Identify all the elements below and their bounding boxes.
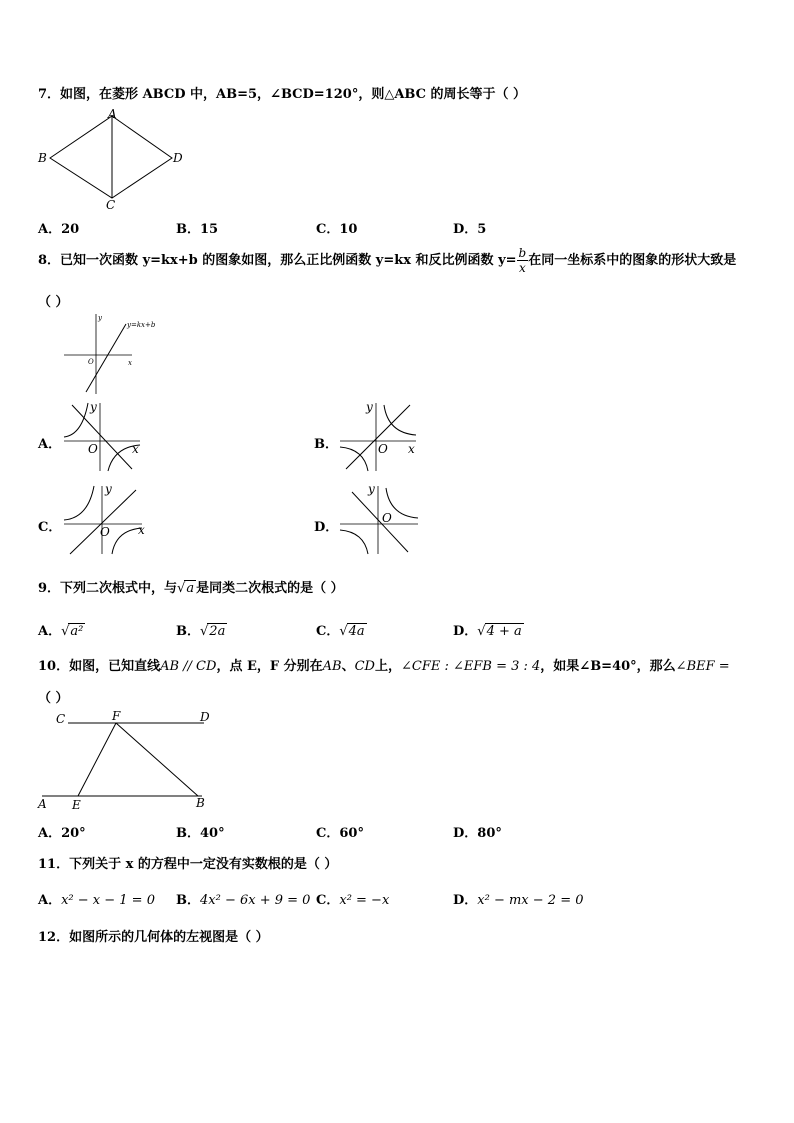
- q10-parallel-lines-figure: [36, 708, 216, 812]
- q8-graph-a: [62, 401, 142, 473]
- q12-stem: 12．如图所示的几何体的左视图是（ ）: [38, 930, 269, 945]
- q10-paren: （ ）: [38, 691, 69, 706]
- svg-text:O: O: [378, 442, 388, 456]
- svg-text:D: D: [200, 710, 210, 724]
- svg-text:O: O: [88, 442, 98, 456]
- q11-stem: 11．下列关于 x 的方程中一定没有实数根的是（ ）: [38, 857, 338, 872]
- q10-option-c: C．60°: [316, 826, 364, 841]
- q9-option-b: B．√2a: [176, 624, 226, 639]
- svg-text:y=kx+b: y=kx+b: [127, 321, 156, 329]
- q8-graph-d: [338, 484, 422, 556]
- q7-option-d: D．5: [453, 222, 487, 237]
- q8-paren: （ ）: [38, 295, 69, 310]
- svg-text:E: E: [72, 798, 81, 812]
- q9-option-c: C．√4a: [316, 624, 365, 639]
- q8-option-a: A．: [38, 437, 62, 452]
- q7-rhombus-figure: [36, 108, 196, 213]
- svg-text:x: x: [408, 442, 415, 456]
- svg-text:A: A: [38, 797, 47, 811]
- svg-text:O: O: [88, 358, 94, 366]
- q11-option-c: C．x² = −x: [316, 893, 390, 908]
- q9-stem: 9．下列二次根式中，与√a 是同类二次根式的是（ ）: [38, 581, 344, 596]
- q10-option-a: A．20°: [38, 826, 86, 841]
- svg-text:B: B: [196, 796, 205, 810]
- svg-text:y: y: [366, 400, 373, 414]
- q7-option-a: A．20: [38, 222, 80, 237]
- q7-stem: 7．如图，在菱形 ABCD 中，AB=5，∠BCD=120°，则△ABC 的周长等于（ ）: [38, 87, 527, 102]
- q11-option-d: D．x² − mx − 2 = 0: [453, 893, 584, 908]
- svg-text:C: C: [56, 712, 66, 726]
- svg-text:x: x: [132, 442, 139, 456]
- q11-option-a: A．x² − x − 1 = 0: [38, 893, 155, 908]
- svg-text:O: O: [100, 525, 110, 539]
- q7-option-b: B．15: [176, 222, 219, 237]
- q8-stem: 8．已知一次函数 y=kx+b 的图象如图，那么正比例函数 y=kx 和反比例函数 y= $\frac{b}{x}$ 在同一坐标系中的图象的形状大致是: [38, 246, 737, 275]
- q7-label-d: D: [173, 151, 183, 165]
- q8-linear-graph: [64, 312, 174, 397]
- q8-graph-b: [338, 401, 418, 473]
- svg-text:x: x: [138, 523, 145, 537]
- q9-option-d: D．√4 + a: [453, 624, 522, 639]
- q8-fraction: $\frac{b}{x}$: [518, 246, 527, 275]
- q8-option-b: B．: [314, 437, 338, 452]
- q7-option-c: C．10: [316, 222, 358, 237]
- q10-stem: 10．如图，已知直线AB // CD，点 E，F 分别在AB、CD上，∠CFE : ∠EFB = 3 : 4，如果∠B=40°，那么∠BEF =: [38, 659, 730, 674]
- svg-text:F: F: [112, 709, 121, 723]
- q7-label-b: B: [38, 151, 47, 165]
- q9-option-a: A．√a²: [38, 624, 84, 639]
- svg-text:y: y: [90, 400, 97, 414]
- svg-text:y: y: [368, 482, 375, 496]
- svg-text:y: y: [98, 314, 102, 322]
- q7-label-a: A: [108, 107, 117, 121]
- svg-text:y: y: [105, 482, 112, 496]
- svg-text:O: O: [382, 511, 392, 525]
- q8-option-c: C．: [38, 520, 62, 535]
- svg-text:x: x: [128, 359, 132, 367]
- q10-option-b: B．40°: [176, 826, 225, 841]
- q11-option-b: B．4x² − 6x + 9 = 0: [176, 893, 311, 908]
- q8-option-d: D．: [314, 520, 339, 535]
- q7-label-c: C: [106, 198, 116, 212]
- q8-graph-c: [62, 484, 146, 556]
- q10-option-d: D．80°: [453, 826, 502, 841]
